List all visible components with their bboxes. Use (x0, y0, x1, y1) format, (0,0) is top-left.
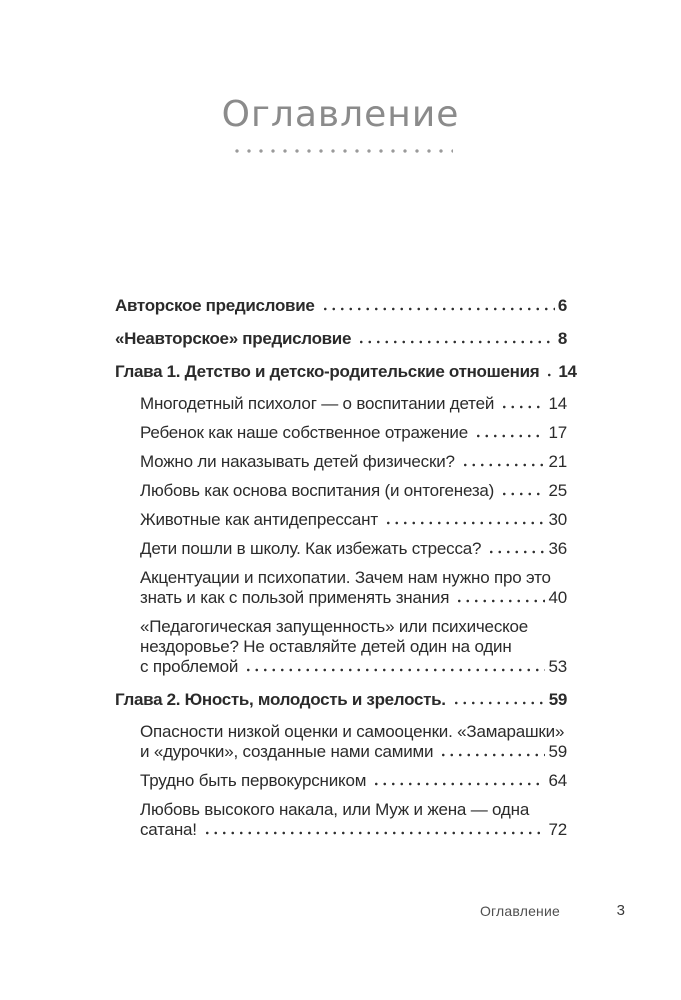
toc-entry-text: сатана! (140, 820, 197, 839)
toc-entry-line: нездоровье? Не оставляйте детей один на один (140, 637, 512, 656)
dot-leader (439, 742, 545, 762)
toc-entry-line: Опасности низкой оценки и самооценки. «Замарашки» (140, 722, 565, 741)
toc-entry-line (140, 481, 567, 501)
footer-section-label: Оглавление (479, 903, 560, 919)
dot-leader (474, 423, 546, 443)
toc-entry (115, 452, 567, 472)
toc-entry-line (140, 657, 567, 677)
toc-page-number: 6 (557, 296, 567, 315)
toc-entry-line: «Педагогическая запущенность» или психическое (140, 617, 529, 636)
toc-page-number: 30 (548, 510, 567, 529)
page-title: Оглавление (221, 94, 460, 135)
toc-page-number: 14 (558, 362, 577, 381)
toc-entry (115, 296, 567, 316)
toc-entry-text: знать и как с пользой применять знания (140, 588, 450, 607)
toc-entry (115, 394, 567, 414)
dot-leader (461, 452, 546, 472)
dot-leader (500, 481, 545, 501)
toc-page-number: 59 (548, 690, 567, 709)
dot-leader (452, 690, 546, 710)
dot-leader (203, 820, 546, 840)
toc-entry-text: Любовь как основа воспитания (и онтогенеза) (140, 481, 495, 500)
toc-page-number: 25 (548, 481, 567, 500)
toc-page-number: 64 (548, 771, 567, 790)
dot-leader (545, 362, 555, 382)
toc-entry-line (140, 742, 567, 762)
toc-entry-line (115, 690, 567, 710)
toc-entry-line (140, 771, 567, 791)
dot-leader (455, 588, 545, 608)
toc-entry-line (140, 394, 567, 414)
toc-page-number: 8 (557, 329, 567, 348)
toc-entry (115, 423, 567, 443)
toc-entry-line (140, 510, 567, 530)
toc-page-number: 36 (548, 539, 567, 558)
dot-leader (487, 539, 545, 559)
toc-entry-text: Дети пошли в школу. Как избежать стресса? (140, 539, 482, 558)
toc-entry-line (140, 452, 567, 472)
toc-entry (115, 800, 567, 840)
toc-entry-line (140, 539, 567, 559)
toc-entry-text: с проблемой (140, 657, 239, 676)
toc-page-number: 14 (548, 394, 567, 413)
toc-entry-line: Акцентуации и психопатии. Зачем нам нужно про это (140, 568, 551, 587)
dot-leader (372, 771, 545, 791)
toc-entry (115, 539, 567, 559)
toc-page-number: 59 (548, 742, 567, 761)
toc-entry-text: Трудно быть первокурсником (140, 771, 367, 790)
table-of-contents (115, 296, 577, 849)
toc-entry-line: Любовь высокого накала, или Муж и жена — одна (140, 800, 530, 819)
toc-entry (115, 362, 577, 382)
toc-page-number: 53 (548, 657, 567, 676)
toc-entry-text: Многодетный психолог — о воспитании детей (140, 394, 495, 413)
footer-page-number: 3 (616, 902, 625, 919)
toc-entry (115, 690, 567, 710)
toc-entry (115, 329, 567, 349)
title-dotted-divider (231, 148, 453, 154)
toc-entry (115, 771, 567, 791)
toc-entry-line (115, 362, 577, 382)
toc-entry-line (115, 296, 567, 316)
toc-page-number: 17 (548, 423, 567, 442)
toc-entry (115, 568, 567, 608)
dot-leader (321, 296, 555, 316)
dot-leader (357, 329, 555, 349)
toc-page-number: 72 (548, 820, 567, 839)
toc-entry (115, 722, 567, 762)
toc-page-number: 40 (548, 588, 567, 607)
toc-entry-text: Ребенок как наше собственное отражение (140, 423, 468, 442)
toc-entry-line (140, 820, 567, 840)
toc-entry-text: Авторское предисловие (115, 296, 315, 315)
dot-leader (500, 394, 545, 414)
toc-entry-text: Можно ли наказывать детей физически? (140, 452, 455, 471)
toc-entry-text: Глава 2. Юность, молодость и зрелость. (115, 690, 446, 709)
toc-entry-text: и «дурочки», созданные нами самими (140, 742, 434, 761)
toc-entry (115, 481, 567, 501)
toc-entry-text: Глава 1. Детство и детско-родительские отношения (115, 362, 540, 381)
toc-entry-text: «Неавторское» предисловие (115, 329, 352, 348)
toc-entry-line (140, 588, 567, 608)
toc-page-number: 21 (548, 452, 567, 471)
toc-entry-text: Животные как антидепрессант (140, 510, 378, 529)
dot-leader (384, 510, 546, 530)
dot-leader (244, 657, 545, 677)
toc-entry-line (115, 329, 567, 349)
toc-entry (115, 617, 567, 677)
toc-entry-line (140, 423, 567, 443)
toc-entry (115, 510, 567, 530)
